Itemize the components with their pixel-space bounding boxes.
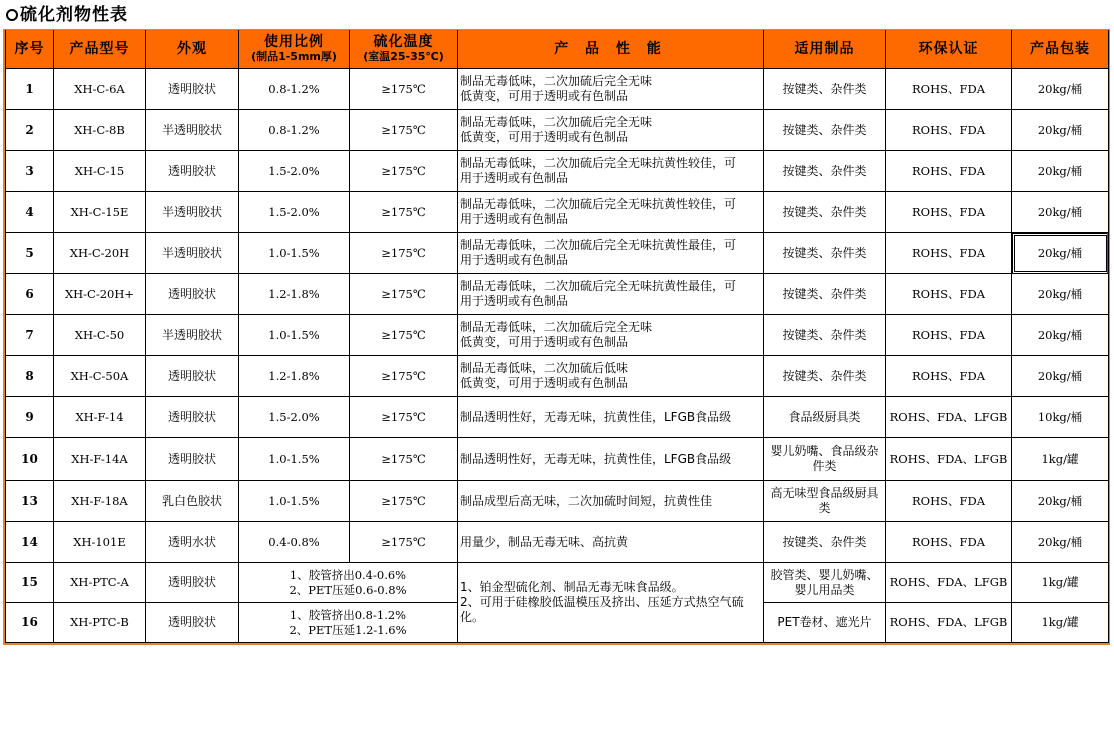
cell-application[interactable]: 按键类、杂件类 (764, 356, 886, 397)
cell-ratio[interactable]: 0.8-1.2% (239, 69, 350, 110)
cell-appearance[interactable]: 透明胶状 (146, 563, 239, 603)
performance-line-2: 用于透明或有色制品 (460, 171, 569, 185)
cell-appearance[interactable]: 透明胶状 (146, 397, 239, 438)
cell-application[interactable]: 食品级厨具类 (764, 397, 886, 438)
cell-cert[interactable]: ROHS、FDA (886, 356, 1012, 397)
cell-seq[interactable]: 15 (6, 563, 54, 603)
cell-cert[interactable]: ROHS、FDA (886, 522, 1012, 563)
performance-line-2: 用于透明或有色制品 (460, 294, 569, 308)
cell-performance[interactable] (458, 69, 764, 110)
cell-package[interactable]: 20kg/桶 (1012, 274, 1109, 315)
cell-performance[interactable] (458, 274, 764, 315)
cell-ratio[interactable]: 1.5-2.0% (239, 151, 350, 192)
cell-application[interactable]: 按键类、杂件类 (764, 192, 886, 233)
performance-line-1: 制品成型后高无味，二次加硫时间短，抗黄性佳 (460, 493, 713, 508)
cell-seq[interactable]: 6 (6, 274, 54, 315)
cell-package[interactable]: 1kg/罐 (1012, 563, 1109, 603)
performance-line-1: 制品无毒低味，二次加硫后完全无味 (460, 115, 653, 129)
cell-seq[interactable]: 8 (6, 356, 54, 397)
performance-line-1: 制品无毒低味，二次加硫后低味 (460, 361, 629, 375)
cell-model[interactable]: XH-C-8B (54, 110, 146, 151)
performance-line-1: 制品无毒低味，二次加硫后完全无味抗黄性较佳，可 (460, 197, 737, 211)
cell-model[interactable]: XH-C-50 (54, 315, 146, 356)
cell-package[interactable]: 20kg/桶 (1012, 110, 1109, 151)
cell-model[interactable]: XH-F-18A (54, 481, 146, 522)
cell-performance[interactable] (458, 481, 764, 522)
cell-temp[interactable]: ≥175℃ (350, 438, 458, 481)
cell-package[interactable]: 20kg/桶 (1012, 69, 1109, 110)
cell-cert[interactable]: ROHS、FDA (886, 481, 1012, 522)
table-row (6, 563, 1109, 603)
performance-line-2: 用于透明或有色制品 (460, 253, 569, 267)
cell-cert[interactable]: ROHS、FDA (886, 151, 1012, 192)
header-seq[interactable]: 序号 (6, 30, 54, 69)
cell-model[interactable]: XH-PTC-B (54, 603, 146, 643)
cell-temp[interactable]: ≥175℃ (350, 522, 458, 563)
cell-performance[interactable] (458, 356, 764, 397)
cell-ratio[interactable]: 1.5-2.0% (239, 397, 350, 438)
cell-model[interactable]: XH-C-20H+ (54, 274, 146, 315)
cell-temp[interactable]: ≥175℃ (350, 151, 458, 192)
performance-line-2: 用于透明或有色制品 (460, 212, 569, 226)
table-row (6, 522, 1109, 563)
performance-line-1: 1、铂金型硫化剂、制品无毒无味食品级。 (460, 580, 684, 594)
circle-bullet-icon (6, 9, 18, 21)
cell-temp[interactable]: ≥175℃ (350, 315, 458, 356)
table-row (6, 192, 1109, 233)
cell-temp[interactable]: ≥175℃ (350, 192, 458, 233)
cell-performance[interactable] (458, 397, 764, 438)
cell-model[interactable]: XH-C-6A (54, 69, 146, 110)
cell-performance[interactable] (458, 522, 764, 563)
performance-line-1: 制品无毒低味，二次加硫后完全无味 (460, 320, 653, 334)
cell-application[interactable]: 按键类、杂件类 (764, 110, 886, 151)
cell-ratio-merged[interactable] (239, 563, 458, 603)
cell-ratio[interactable]: 1.0-1.5% (239, 233, 350, 274)
cell-cert[interactable]: ROHS、FDA、LFGB (886, 563, 1012, 603)
header-performance[interactable]: 产 品 性 能 (458, 30, 764, 69)
cell-application[interactable]: 胶管类、婴儿奶嘴、婴儿用品类 (764, 563, 886, 603)
cell-performance[interactable] (458, 315, 764, 356)
cell-ratio[interactable]: 0.4-0.8% (239, 522, 350, 563)
cell-ratio[interactable]: 1.0-1.5% (239, 481, 350, 522)
cell-seq[interactable]: 2 (6, 110, 54, 151)
cell-package[interactable]: 20kg/桶 (1012, 481, 1109, 522)
header-temp[interactable] (350, 30, 458, 69)
cell-seq[interactable]: 10 (6, 438, 54, 481)
cell-temp[interactable]: ≥175℃ (350, 274, 458, 315)
performance-line-2: 2、可用于硅橡胶低温模压及挤出、压延方式热空气硫化。 (460, 595, 744, 624)
cell-cert[interactable]: ROHS、FDA (886, 192, 1012, 233)
cell-temp[interactable]: ≥175℃ (350, 356, 458, 397)
header-model[interactable]: 产品型号 (54, 30, 146, 69)
cell-application[interactable]: 按键类、杂件类 (764, 233, 886, 274)
table-row (6, 110, 1109, 151)
cell-ratio[interactable]: 0.8-1.2% (239, 110, 350, 151)
cell-application[interactable]: 高无味型食品级厨具类 (764, 481, 886, 522)
cell-appearance[interactable]: 透明胶状 (146, 356, 239, 397)
header-application[interactable]: 适用制品 (764, 30, 886, 69)
cell-performance[interactable] (458, 438, 764, 481)
header-row (6, 30, 1109, 69)
table-row (6, 274, 1109, 315)
header-ratio-label: 使用比例 (264, 34, 324, 50)
cell-performance[interactable] (458, 233, 764, 274)
cell-appearance[interactable]: 透明胶状 (146, 69, 239, 110)
cell-model[interactable]: XH-C-50A (54, 356, 146, 397)
cell-appearance[interactable]: 半透明胶状 (146, 110, 239, 151)
table-row (6, 151, 1109, 192)
curing-agent-spec-table (5, 30, 1109, 643)
header-appearance[interactable]: 外观 (146, 30, 239, 69)
cell-performance[interactable] (458, 151, 764, 192)
cell-package[interactable]: 1kg/罐 (1012, 603, 1109, 643)
performance-line-1: 制品无毒低味，二次加硫后完全无味抗黄性较佳，可 (460, 156, 737, 170)
cell-model[interactable]: XH-C-20H (54, 233, 146, 274)
header-package[interactable]: 产品包装 (1012, 30, 1109, 69)
cell-cert[interactable]: ROHS、FDA (886, 315, 1012, 356)
table-row (6, 438, 1109, 481)
performance-line-2: 低黄变，可用于透明或有色制品 (460, 335, 629, 349)
cell-application[interactable]: 按键类、杂件类 (764, 315, 886, 356)
cell-appearance[interactable]: 乳白色胶状 (146, 481, 239, 522)
cell-performance[interactable] (458, 192, 764, 233)
cell-temp[interactable]: ≥175℃ (350, 233, 458, 274)
table-row (6, 481, 1109, 522)
cell-model[interactable]: XH-F-14 (54, 397, 146, 438)
cell-appearance[interactable]: 透明水状 (146, 522, 239, 563)
cell-model[interactable]: XH-C-15E (54, 192, 146, 233)
header-ratio-sub: (制品1-5mm厚) (251, 50, 337, 63)
header-ratio[interactable] (239, 30, 350, 69)
cell-package[interactable]: 20kg/桶 (1012, 315, 1109, 356)
header-temp-sub: (室温25-35℃) (363, 50, 444, 63)
cell-package[interactable]: 20kg/桶 (1012, 356, 1109, 397)
cell-ratio-merged[interactable] (239, 603, 458, 643)
cell-appearance[interactable]: 半透明胶状 (146, 233, 239, 274)
cell-package[interactable]: 10kg/桶 (1012, 397, 1109, 438)
cell-package[interactable]: 20kg/桶 (1012, 151, 1109, 192)
page-title (6, 3, 128, 27)
cell-cert[interactable]: ROHS、FDA (886, 110, 1012, 151)
cell-model[interactable]: XH-PTC-A (54, 563, 146, 603)
cell-application[interactable]: 按键类、杂件类 (764, 69, 886, 110)
cell-cert[interactable]: ROHS、FDA (886, 69, 1012, 110)
cell-performance[interactable] (458, 110, 764, 151)
cell-application[interactable]: PET卷材、遮光片 (764, 603, 886, 643)
cell-seq[interactable]: 1 (6, 69, 54, 110)
cell-seq[interactable]: 9 (6, 397, 54, 438)
table-row (6, 397, 1109, 438)
performance-line-1: 制品无毒低味，二次加硫后完全无味 (460, 74, 653, 88)
cell-ratio[interactable]: 1.0-1.5% (239, 315, 350, 356)
ratio-line-2: 2、PET压延0.6-0.8% (289, 582, 407, 597)
performance-line-1: 制品透明性好，无毒无味，抗黄性佳，LFGB食品级 (460, 451, 732, 466)
cell-seq[interactable]: 4 (6, 192, 54, 233)
cell-application[interactable]: 婴儿奶嘴、食品级杂件类 (764, 438, 886, 481)
cell-package[interactable]: 20kg/桶 (1012, 192, 1109, 233)
table-row (6, 356, 1109, 397)
cell-appearance[interactable]: 透明胶状 (146, 274, 239, 315)
cell-seq[interactable]: 5 (6, 233, 54, 274)
ratio-line-1: 1、胶管挤出0.8-1.2% (289, 607, 407, 622)
cell-temp[interactable]: ≥175℃ (350, 69, 458, 110)
cell-model[interactable]: XH-F-14A (54, 438, 146, 481)
cell-temp[interactable]: ≥175℃ (350, 110, 458, 151)
cell-cert[interactable]: ROHS、FDA、LFGB (886, 603, 1012, 643)
cell-ratio[interactable]: 1.0-1.5% (239, 438, 350, 481)
ratio-line-1: 1、胶管挤出0.4-0.6% (289, 567, 407, 582)
performance-line-1: 用量少，制品无毒无味、高抗黄 (460, 534, 629, 549)
cell-package[interactable]: 20kg/桶 (1012, 522, 1109, 563)
cell-package[interactable]: 1kg/罐 (1012, 438, 1109, 481)
cell-seq[interactable]: 7 (6, 315, 54, 356)
cell-appearance[interactable]: 透明胶状 (146, 151, 239, 192)
performance-line-2: 低黄变，可用于透明或有色制品 (460, 376, 629, 390)
performance-line-1: 制品无毒低味，二次加硫后完全无味抗黄性最佳，可 (460, 279, 737, 293)
ratio-line-2: 2、PET压延1.2-1.6% (289, 622, 407, 637)
cell-model[interactable]: XH-C-15 (54, 151, 146, 192)
cell-appearance[interactable]: 半透明胶状 (146, 315, 239, 356)
cell-appearance[interactable]: 透明胶状 (146, 438, 239, 481)
table-row (6, 315, 1109, 356)
performance-line-1: 制品无毒低味，二次加硫后完全无味抗黄性最佳，可 (460, 238, 737, 252)
cell-cert[interactable]: ROHS、FDA、LFGB (886, 438, 1012, 481)
cell-seq[interactable]: 16 (6, 603, 54, 643)
cell-model[interactable]: XH-101E (54, 522, 146, 563)
cell-temp[interactable]: ≥175℃ (350, 481, 458, 522)
cell-application[interactable]: 按键类、杂件类 (764, 522, 886, 563)
cell-seq[interactable]: 13 (6, 481, 54, 522)
cell-appearance[interactable]: 透明胶状 (146, 603, 239, 643)
cell-seq[interactable]: 14 (6, 522, 54, 563)
cell-application[interactable]: 按键类、杂件类 (764, 151, 886, 192)
performance-line-1: 制品透明性好，无毒无味，抗黄性佳，LFGB食品级 (460, 409, 732, 424)
cell-cert[interactable]: ROHS、FDA (886, 274, 1012, 315)
cell-cert[interactable]: ROHS、FDA (886, 233, 1012, 274)
cell-package[interactable]: 20kg/桶 (1012, 233, 1109, 274)
cell-temp[interactable]: ≥175℃ (350, 397, 458, 438)
cell-application[interactable]: 按键类、杂件类 (764, 274, 886, 315)
performance-line-2: 低黄变，可用于透明或有色制品 (460, 130, 629, 144)
cell-cert[interactable]: ROHS、FDA、LFGB (886, 397, 1012, 438)
cell-appearance[interactable]: 半透明胶状 (146, 192, 239, 233)
header-temp-label: 硫化温度 (373, 34, 434, 50)
performance-line-2: 低黄变，可用于透明或有色制品 (460, 89, 629, 103)
table-row (6, 233, 1109, 274)
page-title-text: 硫化剂物性表 (20, 5, 128, 25)
cell-seq[interactable]: 3 (6, 151, 54, 192)
header-cert[interactable]: 环保认证 (886, 30, 1012, 69)
cell-ratio[interactable]: 1.2-1.8% (239, 356, 350, 397)
cell-ratio[interactable]: 1.2-1.8% (239, 274, 350, 315)
table-row (6, 69, 1109, 110)
cell-performance-merged[interactable] (458, 563, 764, 643)
cell-ratio[interactable]: 1.5-2.0% (239, 192, 350, 233)
